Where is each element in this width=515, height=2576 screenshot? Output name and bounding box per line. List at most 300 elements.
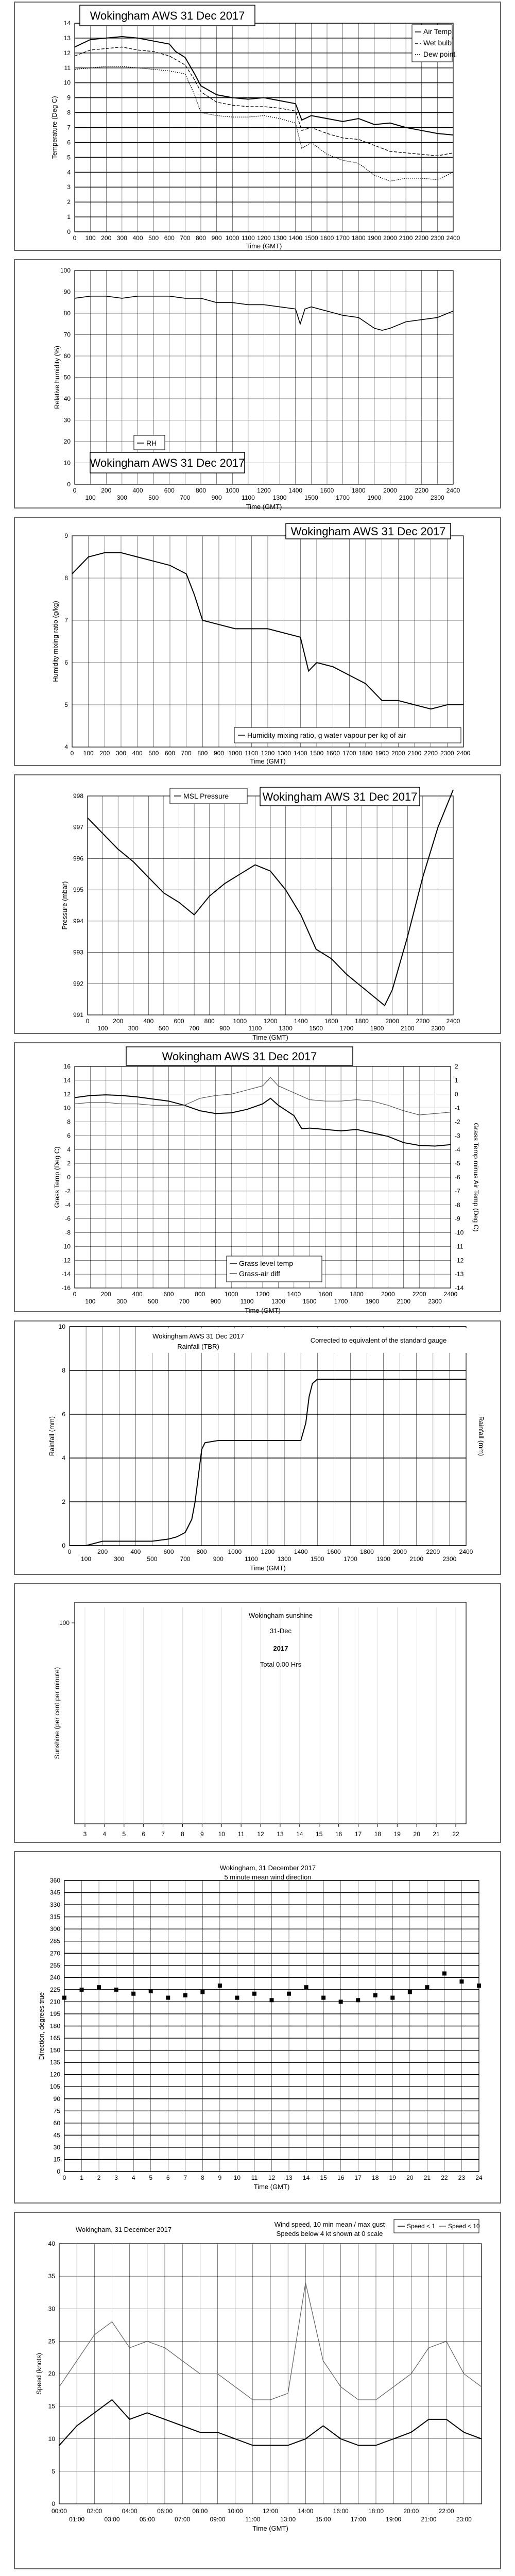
x-tick-label: 07:00 (175, 2516, 191, 2523)
wind-direction-point (149, 1989, 153, 1993)
x-tick-label: 1000 (228, 1548, 242, 1555)
x-tick-label: 100 (97, 1025, 108, 1032)
y2-tick-label: 0 (455, 1090, 458, 1098)
y-tick-label: -16 (61, 1284, 71, 1292)
x-tick-label: 600 (163, 1548, 174, 1555)
x-tick-label: 20 (413, 1831, 420, 1838)
x-tick-label: 2100 (409, 1555, 424, 1563)
x-tick-label: 2400 (443, 1291, 458, 1298)
wind-direction-point (270, 1998, 274, 2002)
x-tick-label: 700 (180, 494, 191, 501)
y-tick-label: 4 (64, 743, 68, 751)
x-tick-label: 0 (62, 2174, 66, 2181)
x-tick-label: 2100 (407, 750, 422, 757)
x-tick-label: 2100 (399, 494, 413, 501)
y2-axis-label: Rainfall (mm) (477, 1416, 485, 1456)
x-tick-label: 09:00 (210, 2516, 226, 2523)
x-tick-label: 1800 (360, 1548, 374, 1555)
sunshine-chart-panel (0, 1582, 515, 1850)
legend-label: MSL Pressure (183, 792, 229, 800)
x-tick-label: 1500 (310, 750, 324, 757)
x-tick-label: 1500 (304, 494, 318, 501)
x-tick-label: 400 (132, 487, 143, 494)
x-tick-label: 900 (219, 1025, 230, 1032)
y-tick-label: 6 (64, 659, 68, 666)
x-tick-label: 1000 (224, 1291, 238, 1298)
mixing-ratio-chart-panel (0, 515, 515, 773)
x-tick-label: 15 (320, 2174, 327, 2181)
chart-title: Wokingham AWS 31 Dec 2017 (90, 456, 245, 469)
y-tick-label: 60 (63, 352, 71, 360)
y2-tick-label: -8 (455, 1201, 460, 1209)
y-tick-label: 40 (48, 2240, 55, 2247)
x-tick-label: 300 (128, 1025, 139, 1032)
x-tick-label: 0 (67, 1548, 72, 1555)
x-tick-label: 2300 (440, 750, 454, 757)
y2-tick-label: -4 (455, 1146, 460, 1154)
y-tick-label: 993 (73, 948, 83, 956)
x-tick-label: 16 (335, 1831, 342, 1838)
y-tick-label: 4 (67, 168, 71, 176)
y2-tick-label: 2 (455, 1063, 458, 1070)
pressure-chart (0, 773, 515, 1041)
x-tick-label: 15 (316, 1831, 323, 1838)
x-tick-label: 1900 (370, 1025, 384, 1032)
y-tick-label: 7 (64, 617, 68, 624)
x-tick-label: 14:00 (298, 2507, 314, 2515)
x-tick-label: 1700 (344, 1555, 357, 1563)
y-tick-label: 330 (49, 1901, 60, 1909)
y-tick-label: -8 (65, 1229, 71, 1236)
sunshine-chart (0, 1582, 515, 1850)
x-tick-label: 4 (102, 1831, 107, 1838)
x-tick-label: 12 (257, 1831, 264, 1838)
x-tick-label: 1300 (271, 1298, 285, 1305)
x-tick-label: 1200 (261, 1548, 275, 1555)
x-axis-label: Time (GMT) (252, 1033, 288, 1041)
y-tick-label: -10 (61, 1243, 71, 1250)
mixing-ratio-chart (0, 515, 515, 773)
x-tick-label: 2300 (428, 1298, 442, 1305)
chart-subtitle: 5 minute mean wind direction (224, 1873, 312, 1881)
x-tick-label: 1900 (376, 1555, 390, 1563)
x-tick-label: 800 (195, 234, 207, 242)
x-tick-label: 22 (452, 1831, 459, 1838)
y-tick-label: 0 (67, 1174, 71, 1181)
x-tick-label: 200 (101, 487, 112, 494)
x-tick-label: 700 (180, 234, 191, 242)
x-tick-label: 1000 (225, 234, 239, 242)
x-tick-label: 1200 (257, 487, 271, 494)
x-tick-label: 2300 (431, 234, 444, 242)
y-tick-label: 10 (63, 459, 71, 467)
x-tick-label: 2200 (412, 1291, 426, 1298)
y2-tick-label: 1 (455, 1076, 458, 1084)
y-tick-label: 2 (62, 1498, 65, 1505)
x-tick-label: 1700 (336, 494, 350, 501)
y-tick-label: 45 (53, 2131, 60, 2139)
y-tick-label: 25 (48, 2337, 55, 2345)
y-tick-label: 5 (64, 701, 68, 708)
y-tick-label: 315 (49, 1913, 60, 1921)
y-tick-label: 8 (64, 574, 68, 582)
chart-title: Wokingham, 31 December 2017 (75, 2226, 172, 2233)
x-tick-label: 800 (197, 750, 208, 757)
wind-direction-chart (0, 1850, 515, 2210)
y-axis-label: Grass Temp (Deg C) (53, 1146, 61, 1208)
y-tick-label: 285 (49, 1937, 60, 1945)
x-tick-label: 700 (189, 1025, 200, 1032)
x-tick-label: 2000 (393, 1548, 407, 1555)
x-tick-label: 17 (354, 2174, 362, 2181)
x-tick-label: 700 (179, 1298, 190, 1305)
x-axis-label: Time (GMT) (246, 242, 282, 250)
temperature-chart-panel (0, 0, 515, 258)
y-tick-label: 10 (63, 79, 71, 87)
y-tick-label: 10 (63, 1104, 71, 1112)
y-tick-label: 1 (67, 213, 71, 221)
chart-title: Wokingham, 31 December 2017 (219, 1864, 316, 1872)
y-axis-label: Humidity mixing ratio (g/kg) (52, 601, 59, 682)
x-tick-label: 9 (200, 1831, 204, 1838)
y-tick-label: 20 (63, 438, 71, 445)
wind-direction-point (80, 1988, 84, 1992)
x-tick-label: 05:00 (139, 2516, 155, 2523)
y-tick-label: 30 (48, 2305, 55, 2313)
grass-temp-chart-panel (0, 1041, 515, 1319)
y-tick-label: 60 (53, 2119, 60, 2127)
x-tick-label: 06:00 (157, 2507, 173, 2515)
chart-subtitle: Speeds below 4 kt shown at 0 scale (276, 2230, 383, 2238)
y-tick-label: 15 (48, 2402, 55, 2410)
x-tick-label: 600 (164, 750, 176, 757)
x-tick-label: 1700 (342, 750, 356, 757)
legend-label: RH (146, 439, 157, 447)
y-tick-label: 270 (49, 1950, 60, 1957)
x-tick-label: 1700 (334, 1298, 348, 1305)
x-tick-label: 700 (181, 750, 192, 757)
y-axis-label: Pressure (mbar) (61, 881, 68, 930)
y-tick-label: 8 (67, 109, 71, 116)
temperature-chart (0, 0, 515, 258)
chart-year: 2017 (273, 1645, 288, 1652)
x-tick-label: 13 (277, 1831, 284, 1838)
y-tick-label: -12 (61, 1257, 71, 1264)
x-tick-label: 04:00 (122, 2507, 138, 2515)
x-tick-label: 2300 (442, 1555, 457, 1563)
x-tick-label: 1600 (327, 1548, 341, 1555)
x-tick-label: 1700 (339, 1025, 354, 1032)
plot-frame (75, 1602, 466, 1824)
x-tick-label: 24 (475, 2174, 483, 2181)
y-tick-label: 998 (73, 792, 83, 800)
x-tick-label: 2400 (446, 234, 460, 242)
x-tick-label: 03:00 (104, 2516, 120, 2523)
x-tick-label: 1900 (367, 494, 382, 501)
x-tick-label: 800 (204, 1018, 215, 1025)
humidity-chart-panel (0, 258, 515, 515)
x-tick-label: 0 (85, 1018, 90, 1025)
x-tick-label: 1100 (245, 750, 259, 757)
x-tick-label: 900 (213, 1555, 224, 1563)
x-tick-label: 200 (113, 1018, 124, 1025)
x-tick-label: 22:00 (438, 2507, 454, 2515)
y2-tick-label: -6 (455, 1174, 460, 1181)
y-tick-label: 994 (73, 917, 83, 925)
x-tick-label: 7 (161, 1831, 165, 1838)
chart-total: Total 0.00 Hrs (260, 1660, 302, 1668)
x-tick-label: 2000 (385, 1018, 400, 1025)
y-tick-label: 996 (73, 855, 83, 862)
y-tick-label: 6 (62, 1411, 65, 1418)
x-tick-label: 15:00 (315, 2516, 331, 2523)
y-tick-label: 135 (49, 2059, 60, 2066)
x-tick-label: 1300 (279, 1025, 293, 1032)
x-tick-label: 2300 (431, 1025, 445, 1032)
y2-tick-label: -5 (455, 1160, 460, 1167)
y-tick-label: 14 (63, 20, 71, 27)
x-tick-label: 1400 (294, 1018, 308, 1025)
x-tick-label: 1400 (287, 1291, 301, 1298)
legend-label: Dew point (423, 50, 456, 58)
x-tick-label: 500 (148, 750, 159, 757)
x-tick-label: 1400 (293, 750, 307, 757)
x-tick-label: 2200 (416, 1018, 430, 1025)
x-tick-label: 1000 (233, 1018, 247, 1025)
x-tick-label: 14 (302, 2174, 310, 2181)
x-tick-label: 1900 (365, 1298, 380, 1305)
x-tick-label: 500 (148, 494, 159, 501)
x-tick-label: 01:00 (69, 2516, 85, 2523)
x-tick-label: 2000 (383, 487, 397, 494)
y-tick-label: -6 (65, 1215, 71, 1223)
y-tick-label: 7 (67, 124, 71, 131)
x-tick-label: 1300 (272, 234, 287, 242)
x-tick-label: 1500 (304, 234, 318, 242)
y2-tick-label: -14 (455, 1284, 464, 1292)
wind-direction-point (235, 1996, 239, 2000)
x-tick-label: 1500 (310, 1555, 324, 1563)
y-tick-label: 11 (64, 64, 71, 72)
y-axis-label: Sunshine (per cent per minute) (53, 1667, 61, 1759)
y-tick-label: 12 (63, 1090, 71, 1098)
grass-temp-chart (0, 1041, 515, 1319)
y-tick-label: 9 (64, 532, 68, 539)
y-tick-label: -4 (65, 1201, 71, 1209)
chart-title: Wokingham AWS 31 Dec 2017 (152, 1332, 244, 1340)
wind-direction-point (442, 1971, 447, 1975)
rainfall-chart-panel (0, 1319, 515, 1582)
x-axis-label: Time (GMT) (250, 757, 286, 765)
y-tick-label: 75 (53, 2107, 60, 2115)
x-tick-label: 1100 (248, 1025, 262, 1032)
y-tick-label: 0 (52, 2500, 55, 2507)
x-tick-label: 19:00 (386, 2516, 402, 2523)
x-tick-label: 08:00 (192, 2507, 208, 2515)
x-tick-label: 1300 (277, 1555, 291, 1563)
wind-direction-point (287, 1992, 291, 1996)
y-tick-label: 2 (67, 1160, 71, 1167)
x-tick-label: 3 (114, 2174, 118, 2181)
x-tick-label: 6 (142, 1831, 146, 1838)
x-tick-label: 500 (158, 1025, 169, 1032)
panel-border (14, 1321, 501, 1574)
y-tick-label: 300 (49, 1925, 60, 1933)
y-tick-label: 80 (63, 310, 71, 317)
x-tick-label: 2400 (446, 1018, 460, 1025)
y-tick-label: 8 (67, 1118, 71, 1126)
y-tick-label: 0 (67, 481, 71, 488)
x-tick-label: 0 (73, 1291, 77, 1298)
legend-label: Speed < 10 (448, 2223, 480, 2230)
x-tick-label: 1200 (261, 750, 275, 757)
x-tick-label: 200 (100, 1291, 111, 1298)
x-tick-label: 1200 (255, 1291, 270, 1298)
chart-title: Wokingham AWS 31 Dec 2017 (162, 1050, 317, 1063)
x-tick-label: 400 (130, 1548, 141, 1555)
y-tick-label: 14 (63, 1076, 71, 1084)
y-tick-label: 40 (63, 395, 71, 402)
wind-direction-point (356, 1998, 360, 2002)
x-tick-label: 7 (183, 2174, 187, 2181)
wind-direction-point (425, 1985, 429, 1989)
x-tick-label: 600 (164, 487, 175, 494)
x-tick-label: 400 (132, 234, 143, 242)
x-tick-label: 8 (181, 1831, 184, 1838)
x-tick-label: 13 (285, 2174, 293, 2181)
x-tick-label: 2000 (391, 750, 405, 757)
x-tick-label: 2200 (424, 750, 438, 757)
y-tick-label: 8 (62, 1367, 65, 1374)
x-tick-label: 600 (174, 1018, 184, 1025)
x-axis-label: Time (GMT) (245, 1307, 281, 1314)
panel-border (14, 1852, 501, 2203)
legend-label: Humidity mixing ratio, g water vapour per kg of air (247, 731, 406, 739)
chart-date: 31-Dec (270, 1627, 291, 1635)
wind-speed-chart-panel (0, 2210, 515, 2576)
x-tick-label: 1600 (320, 487, 334, 494)
x-tick-label: 21 (423, 2174, 431, 2181)
legend-label: Grass-air diff (239, 1269, 280, 1278)
relative-humidity-chart (0, 258, 515, 515)
x-tick-label: 200 (97, 1548, 108, 1555)
x-tick-label: 11 (251, 2174, 258, 2181)
y-tick-label: 165 (49, 2035, 60, 2042)
x-tick-label: 100 (85, 234, 96, 242)
wind-direction-point (166, 1996, 170, 2000)
x-tick-label: 2100 (400, 1025, 415, 1032)
y-tick-label: 70 (63, 331, 71, 338)
wind-direction-point (339, 1999, 343, 2004)
y-tick-label: 50 (63, 374, 71, 381)
x-tick-label: 17:00 (350, 2516, 366, 2523)
y-tick-label: 255 (49, 1961, 60, 1969)
x-tick-label: 1800 (351, 487, 366, 494)
y2-tick-label: -2 (455, 1118, 460, 1126)
x-tick-label: 6 (166, 2174, 170, 2181)
y-tick-label: 360 (49, 1877, 60, 1884)
x-tick-label: 200 (99, 750, 110, 757)
x-tick-label: 400 (132, 750, 143, 757)
y2-tick-label: -11 (455, 1243, 464, 1250)
y2-tick-label: -12 (455, 1257, 464, 1264)
chart-subtitle: Wind speed, 10 min mean / max gust (274, 2221, 385, 2228)
x-tick-label: 1100 (245, 1555, 258, 1563)
x-tick-label: 400 (132, 1291, 143, 1298)
chart-title: Wokingham sunshine (248, 1612, 313, 1619)
x-tick-label: 1200 (257, 234, 271, 242)
y-tick-label: 13 (63, 34, 71, 42)
x-tick-label: 5 (149, 2174, 153, 2181)
chart-title: Wokingham AWS 31 Dec 2017 (290, 525, 446, 538)
y-tick-label: 991 (73, 1011, 83, 1019)
y-axis-label: Temperature (Deg C) (50, 96, 58, 159)
y-axis-label: Relative humidity (%) (53, 346, 61, 409)
wind-direction-point (114, 1988, 118, 1992)
y-tick-label: 90 (53, 2095, 60, 2103)
y-tick-label: 240 (49, 1974, 60, 1981)
x-tick-label: 700 (180, 1555, 191, 1563)
panel-border (14, 1584, 501, 1842)
x-tick-label: 02:00 (87, 2507, 102, 2515)
x-tick-label: 1100 (241, 234, 255, 242)
x-tick-label: 2400 (459, 1548, 473, 1555)
x-tick-label: 1100 (240, 1298, 254, 1305)
y2-tick-label: -9 (455, 1215, 460, 1223)
wind-direction-point (252, 1992, 256, 1996)
x-tick-label: 1600 (320, 234, 334, 242)
x-tick-label: 200 (101, 234, 112, 242)
x-tick-label: 1500 (309, 1025, 323, 1032)
x-tick-label: 1300 (272, 494, 287, 501)
x-tick-label: 18 (374, 1831, 382, 1838)
y-tick-label: -14 (61, 1270, 71, 1278)
x-tick-label: 11:00 (245, 2516, 261, 2523)
y-tick-label: 180 (49, 2022, 60, 2030)
x-tick-label: 100 (83, 750, 94, 757)
x-tick-label: 400 (143, 1018, 154, 1025)
x-axis-label: Time (GMT) (253, 2183, 290, 2191)
x-tick-label: 1000 (225, 487, 239, 494)
x-tick-label: 10:00 (227, 2507, 243, 2515)
x-tick-label: 2400 (456, 750, 471, 757)
x-tick-label: 10 (218, 1831, 225, 1838)
x-tick-label: 2000 (383, 234, 397, 242)
wind-direction-point (218, 1984, 222, 1988)
x-tick-label: 900 (211, 234, 222, 242)
legend-label: Wet bulb (423, 39, 452, 47)
wind-direction-point (183, 1993, 187, 1997)
y-tick-label: 105 (49, 2083, 60, 2091)
y-tick-label: 35 (48, 2273, 55, 2280)
x-tick-label: 600 (164, 234, 175, 242)
x-tick-label: 23 (458, 2174, 466, 2181)
y2-tick-label: -3 (455, 1132, 460, 1140)
x-tick-label: 20:00 (403, 2507, 419, 2515)
y-tick-label: 0 (62, 1542, 65, 1549)
y-tick-label: 992 (73, 980, 83, 988)
x-tick-label: 2100 (399, 234, 413, 242)
x-tick-label: 2 (97, 2174, 101, 2181)
x-tick-label: 0 (70, 750, 74, 757)
x-tick-label: 2300 (431, 494, 444, 501)
y-tick-label: 12 (63, 49, 71, 57)
x-tick-label: 1400 (288, 234, 303, 242)
y-tick-label: 5 (67, 154, 71, 161)
chart-note: Corrected to equivalent of the standard gauge (310, 1336, 447, 1344)
wind-direction-point (459, 1979, 464, 1984)
x-tick-label: 1600 (326, 750, 340, 757)
